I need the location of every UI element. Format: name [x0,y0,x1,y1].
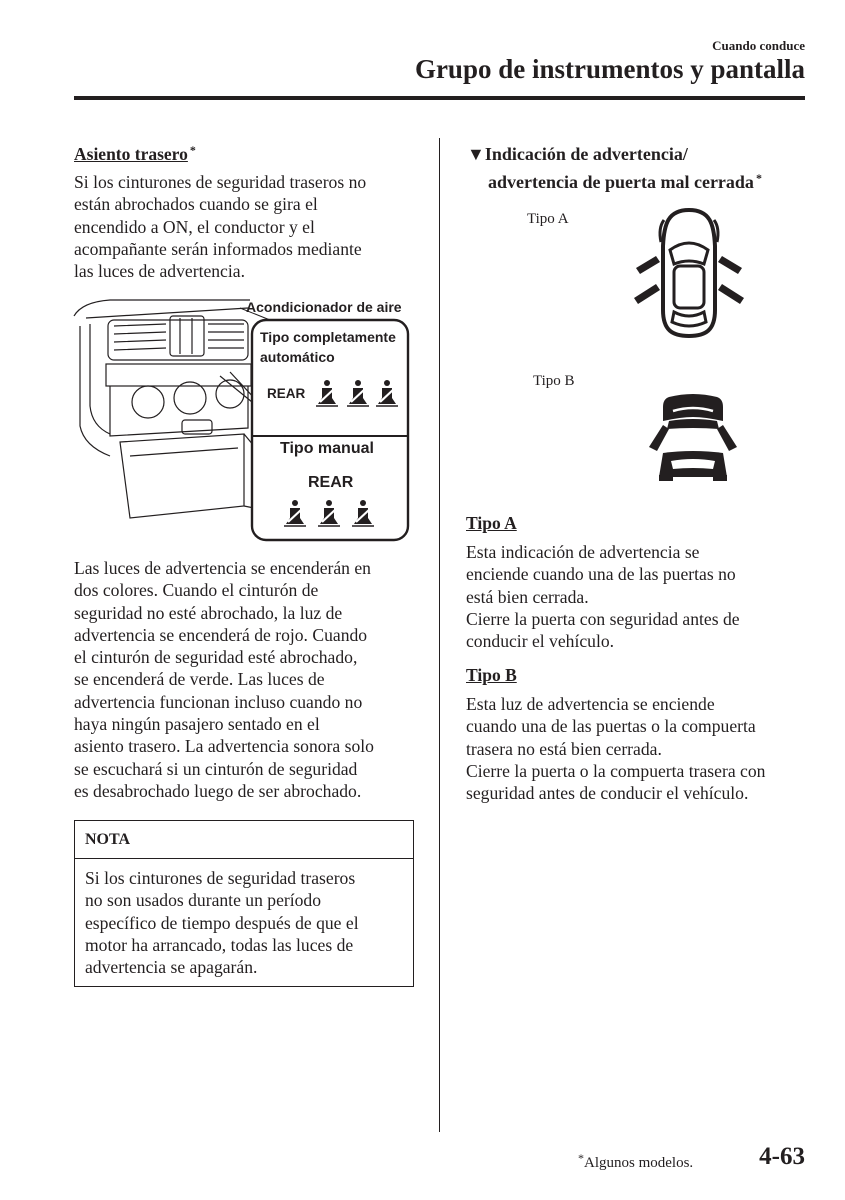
rear-label-manual: REAR [308,474,354,491]
page-number: 4-63 [759,1143,805,1170]
section-label: Cuando conduce [712,38,805,53]
note-text: Si los cinturones de seguridad traseros no son usados durante un período específico de tiempo después de que el motor ha arrancado, todas las luces de advertencia se apagarán. [85,868,359,978]
tipo-a-text: Esta indicación de advertencia se enciende cuando una de las puertas no está bien cerrada. Cierre la puerta con seguridad antes de conducir el vehículo. [466,542,740,652]
asterisk: * [755,171,762,185]
fig-label-tipo-b: Tipo B [533,373,575,389]
triangle-marker-icon: ▼ [467,144,485,164]
heading-tipo-b: Tipo B [466,665,517,685]
page-title: Grupo de instrumentos y pantalla [414,54,805,84]
manual-type-label: Tipo manual [280,440,374,457]
door-ajar-top-view-icon [628,206,750,342]
tipo-b-text: Esta luz de advertencia se enciende cuando una de las puertas o la compuerta trasera no está bien cerrada. Cierre la puerta o la compuerta trasera con seguridad antes de conducir el vehículo. [466,694,766,804]
note-box [74,820,414,987]
heading-tipo-a: Tipo A [466,513,517,533]
heading-asiento-trasero: Asiento trasero * [74,143,196,164]
intro-paragraph: Si los cinturones de seguridad traseros no están abrochados cuando se gira el encendido a ON, el conductor y el acompañante serán informados mediante las luces de advertencia. [74,172,367,282]
header-rule [74,96,805,100]
section-heading-door-warning: ▼Indicación de advertencia/ advertencia de puerta mal cerrada * [467,144,762,192]
body-paragraph: Las luces de advertencia se encenderán en dos colores. Cuando el cinturón de seguridad no esté abrochado, la luz de advertencia se encenderá de rojo. Cuando el cinturón de seguridad esté abrochado, se encenderá de verde. Las luces de advertencia funcionan incluso cuando no haya ningún pasajero sentado en el asiento trasero. La advertencia sonora solo se escuchará si un cinturón de seguridad es desabrochado luego de ser abrochado. [74,558,374,801]
ac-label: Acondicionador de aire [246,299,402,315]
seatbelt-figure [70,296,415,548]
note-title: NOTA [75,821,413,859]
auto-type-label: Tipo completamente automático [260,329,396,365]
door-ajar-rear-view-icon [645,391,741,483]
rear-label-auto: REAR [267,386,306,401]
footnote: *Algunos modelos. [578,1151,694,1171]
column-divider [439,138,440,1132]
asterisk: * [189,143,196,157]
fig-label-tipo-a: Tipo A [527,211,569,227]
